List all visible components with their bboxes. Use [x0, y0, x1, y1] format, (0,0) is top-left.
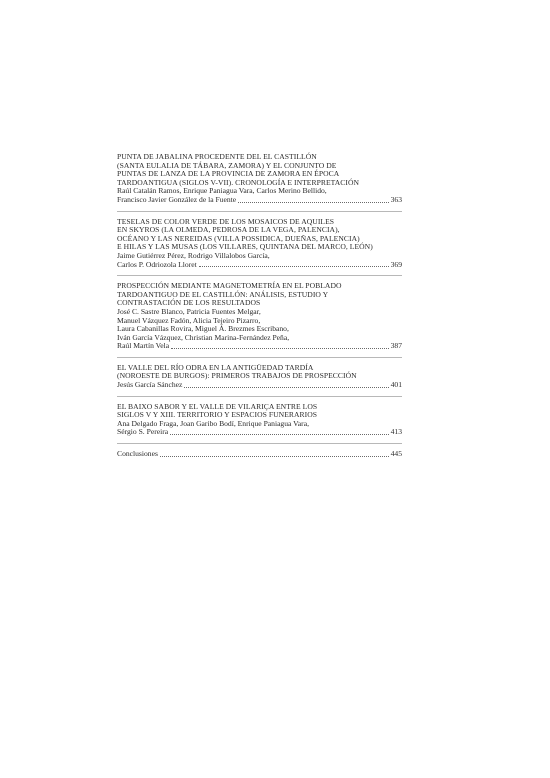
- toc-entry-teselas: [117, 218, 402, 277]
- entry-title-line: (NOROESTE DE BURGOS): PRIMEROS TRABAJOS DE PROSPECCIÓN: [117, 371, 357, 381]
- leader-dots: [238, 202, 388, 203]
- entry-title-line: PUNTAS DE LANZA DE LA PROVINCIA DE ZAMORA EN ÉPOCA: [117, 169, 340, 179]
- entry-leader-line: [117, 342, 402, 351]
- entry-leader-line: [117, 381, 402, 390]
- entry-page-number: 401: [390, 380, 402, 390]
- leader-dots: [184, 387, 388, 388]
- entry-page-number: 413: [390, 427, 402, 437]
- entry-leader-line: [117, 450, 402, 459]
- entry-title-line: PROSPECCIÓN MEDIANTE MAGNETOMETRÍA EN EL POBLADO: [117, 281, 342, 291]
- toc-entry-baixo-sabor: [117, 403, 402, 444]
- entry-title-line: CONTRASTACIÓN DE LOS RESULTADOS: [117, 298, 261, 308]
- leader-dots: [160, 456, 389, 457]
- entry-title-line: TESELAS DE COLOR VERDE DE LOS MOSAICOS DE AQUILES: [117, 216, 335, 226]
- toc-entry-punta-jabalina: [117, 153, 402, 212]
- entry-title-line: EL VALLE DEL RÍO ODRA EN LA ANTIGÜEDAD TARDÍA: [117, 362, 314, 372]
- entry-leader-line: [117, 428, 402, 437]
- toc-entry-valle-odra: [117, 364, 402, 397]
- leader-dots: [170, 434, 388, 435]
- entry-last-author: Sérgio S. Pereira: [117, 427, 169, 437]
- entry-title-line: OCÉANO Y LAS NEREIDAS (VILLA POSSIDICA, DUEÑAS, PALENCIA): [117, 233, 360, 243]
- entry-title-line: SIGLOS V Y XIII. TERRITORIO Y ESPACIOS FUNERARIOS: [117, 410, 318, 420]
- entry-page-number: 369: [390, 259, 402, 269]
- conclusions-label: Conclusiones: [117, 449, 158, 459]
- entry-leader-line: [117, 196, 402, 205]
- entry-authors-line: Jaime Gutiérrez Pérez, Rodrigo Villalobos García,: [117, 250, 270, 260]
- entry-title-line: TARDOANTIGUO DE EL CASTILLÓN: ANÁLISIS, ESTUDIO Y: [117, 289, 329, 299]
- toc-entry-conclusiones: [117, 450, 402, 465]
- toc-entry-prospeccion: [117, 282, 402, 358]
- entry-authors-line: Laura Cabanillas Rovira, Miguel Á. Brezmes Escribano,: [117, 324, 289, 334]
- entry-last-author: Jesús García Sánchez: [117, 380, 183, 390]
- entry-page-number: 363: [390, 194, 402, 204]
- entry-title-line: EL BAIXO SABOR Y EL VALLE DE VILARIÇA ENTRE LOS: [117, 401, 318, 411]
- entry-title-line: (SANTA EULALIA DE TÁBARA, ZAMORA) Y EL CONJUNTO DE: [117, 160, 337, 170]
- leader-dots: [171, 348, 388, 349]
- entry-title-line: E HILAS Y LAS MUSAS (LOS VILLARES, QUINTANA DEL MARCO, LEÓN): [117, 242, 373, 252]
- entry-authors-line: Raúl Catalán Ramos, Enrique Paniagua Vara, Carlos Merino Bellido,: [117, 186, 327, 196]
- entry-title-line: TARDOANTIGUA (SIGLOS V-VII). CRONOLOGÍA E INTERPRETACIÓN: [117, 177, 360, 187]
- entry-page-number: 445: [390, 449, 402, 459]
- entry-last-author: Carlos P. Odriozola Lloret: [117, 259, 197, 269]
- entry-authors-line: Manuel Vázquez Fadón, Alicia Tejeiro Pizarro,: [117, 315, 261, 325]
- entry-last-author: Francisco Javier González de la Fuente: [117, 194, 237, 204]
- entry-authors-line: José C. Sastre Blanco, Patricia Fuentes Melgar,: [117, 306, 261, 316]
- entry-title-line: EN SKYROS (LA OLMEDA, PEDROSA DE LA VEGA, PALENCIA),: [117, 225, 340, 235]
- entry-title-line: PUNTA DE JABALINA PROCEDENTE DEL EL CASTILLÓN: [117, 152, 317, 161]
- entry-authors-line: Iván García Vázquez, Christian Marina-Fernández Peña,: [117, 332, 290, 342]
- entry-authors-line: Ana Delgado Fraga, Joan Garibo Bodí, Enrique Paniagua Vara,: [117, 418, 309, 428]
- entry-leader-line: [117, 261, 402, 270]
- table-of-contents: [117, 153, 402, 465]
- entry-page-number: 387: [390, 341, 402, 351]
- entry-last-author: Raúl Martín Vela: [117, 341, 170, 351]
- leader-dots: [199, 266, 389, 267]
